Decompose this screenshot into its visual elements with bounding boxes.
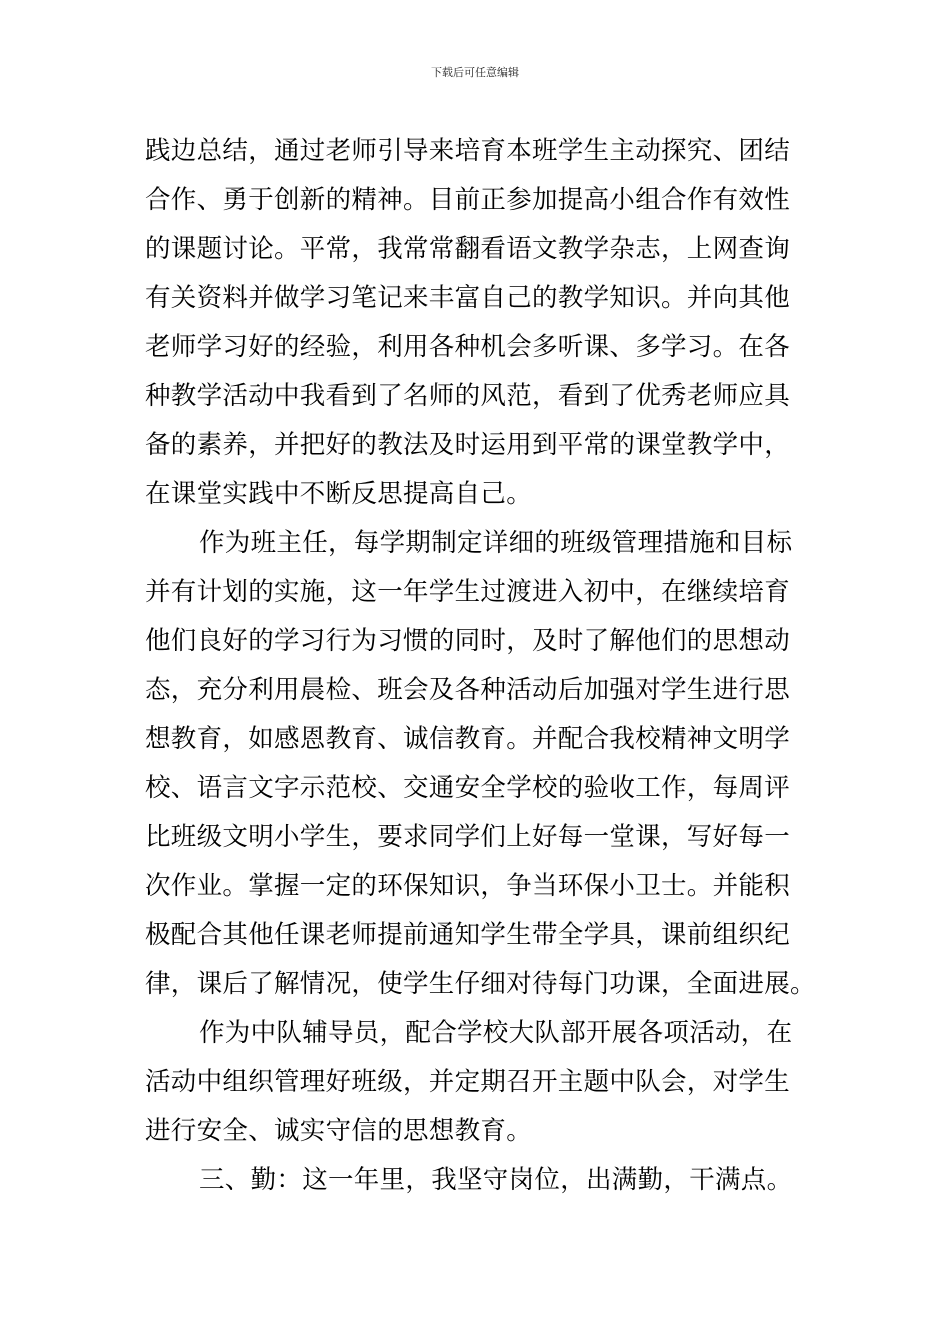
text-line: 并有计划的实施，这一年学生过渡进入初中，在继续培育 xyxy=(145,577,791,607)
text-line: 次作业。掌握一定的环保知识，争当环保小卫士。并能积 xyxy=(145,871,791,901)
text-line: 践边总结，通过老师引导来培育本班学生主动探究、团结 xyxy=(145,136,791,166)
text-line: 校、语言文字示范校、交通安全学校的验收工作，每周评 xyxy=(145,773,791,803)
text-line: 活动中组织管理好班级，并定期召开主题中队会，对学生 xyxy=(145,1067,791,1097)
text-line: 种教学活动中我看到了名师的风范，看到了优秀老师应具 xyxy=(145,381,791,411)
text-line: 律，课后了解情况，使学生仔细对待每门功课，全面进展。 xyxy=(145,969,816,999)
page-header: 下载后可任意编辑 xyxy=(431,66,519,79)
text-line: 三、勤：这一年里，我坚守岗位，出满勤，干满点。 xyxy=(199,1165,793,1195)
text-line: 想教育，如感恩教育、诚信教育。并配合我校精神文明学 xyxy=(145,724,791,754)
text-line: 合作、勇于创新的精神。目前正参加提高小组合作有效性 xyxy=(145,185,791,215)
text-line: 的课题讨论。平常，我常常翻看语文教学杂志，上网查询 xyxy=(145,234,791,264)
paragraph xyxy=(145,131,807,523)
text-line: 作为中队辅导员，配合学校大队部开展各项活动，在 xyxy=(199,1018,793,1048)
text-line: 态，充分利用晨检、班会及各种活动后加强对学生进行思 xyxy=(145,675,791,705)
text-line: 进行安全、诚实守信的思想教育。 xyxy=(145,1116,533,1146)
text-line: 老师学习好的经验，利用各种机会多听课、多学习。在各 xyxy=(145,332,791,362)
text-line: 作为班主任，每学期制定详细的班级管理措施和目标 xyxy=(199,528,793,558)
paragraph xyxy=(145,1160,807,1209)
text-line: 他们良好的学习行为习惯的同时，及时了解他们的思想动 xyxy=(145,626,791,656)
paragraph xyxy=(145,1013,807,1160)
document-body xyxy=(145,131,816,1209)
paragraph xyxy=(145,523,816,1013)
text-line: 有关资料并做学习笔记来丰富自己的教学知识。并向其他 xyxy=(145,283,791,313)
text-line: 比班级文明小学生，要求同学们上好每一堂课，写好每一 xyxy=(145,822,791,852)
text-line: 在课堂实践中不断反思提高自己。 xyxy=(145,479,533,509)
text-line: 极配合其他任课老师提前通知学生带全学具，课前组织纪 xyxy=(145,920,791,950)
text-line: 备的素养，并把好的教法及时运用到平常的课堂教学中， xyxy=(145,430,791,460)
